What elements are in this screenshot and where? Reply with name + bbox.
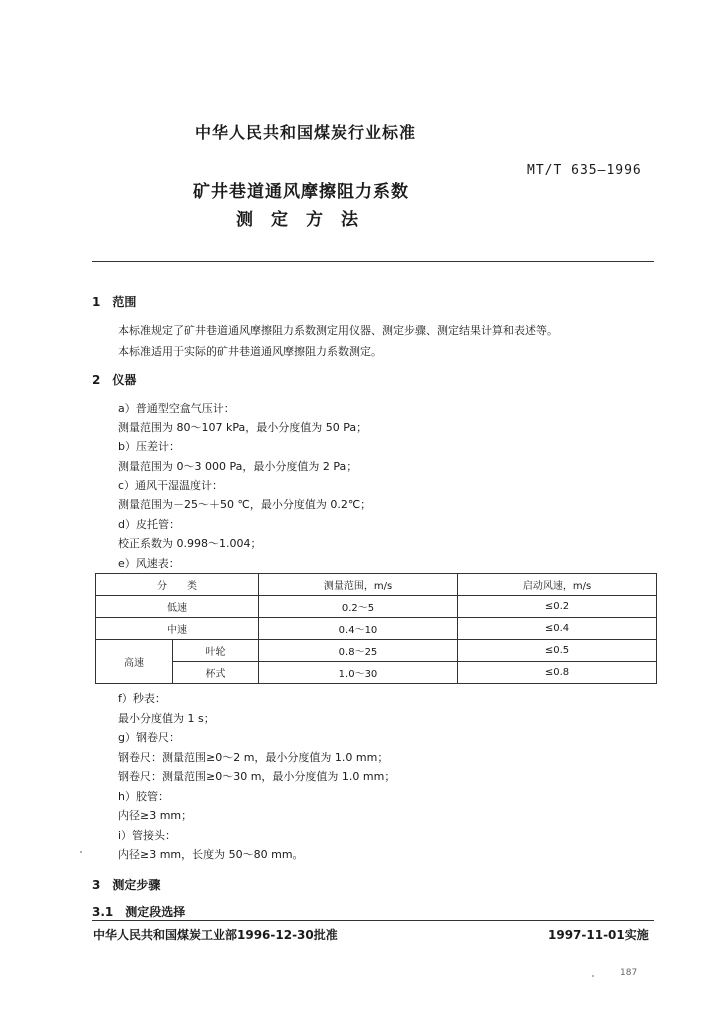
document-title-line1: 矿井巷道通风摩擦阻力系数 xyxy=(193,182,409,202)
table-cell: 0.2～5 xyxy=(259,596,458,618)
section3-subheading: 3.1 测定段选择 xyxy=(92,905,186,919)
table-row xyxy=(96,662,657,684)
table-header-cell: 分 类 xyxy=(96,574,259,596)
document-title-line2: 测定方法 xyxy=(236,210,376,230)
instrument-line: c）通风干湿温度计： xyxy=(118,479,224,492)
instrument-line: 内径≥3 mm，长度为 50～80 mm。 xyxy=(118,848,304,861)
scan-speck xyxy=(592,975,594,977)
section1-heading: 1 范围 xyxy=(92,295,137,309)
instrument-line: b）压差计： xyxy=(118,440,180,453)
section1-paragraph: 本标准适用于实际的矿井巷道通风摩擦阻力系数测定。 xyxy=(118,345,382,358)
approval-date: 中华人民共和国煤炭工业部1996-12-30批准 xyxy=(93,928,338,942)
instrument-line: 测量范围为－25～＋50 ℃，最小分度值为 0.2℃； xyxy=(118,498,372,511)
table-cell: ≤0.4 xyxy=(458,618,657,640)
instrument-line: 校正系数为 0.998～1.004； xyxy=(118,537,262,550)
table-cell: ≤0.5 xyxy=(458,640,657,662)
standard-code: MT/T 635—1996 xyxy=(527,163,642,178)
table-cell: 叶轮 xyxy=(173,640,259,662)
instrument-line: 内径≥3 mm； xyxy=(118,809,193,822)
table-row xyxy=(96,640,657,662)
scan-speck xyxy=(80,851,82,853)
instrument-line: 测量范围为 80～107 kPa，最小分度值为 50 Pa； xyxy=(118,421,368,434)
instrument-line: g）钢卷尺： xyxy=(118,731,180,744)
table-cell: 杯式 xyxy=(173,662,259,684)
table-row xyxy=(96,596,657,618)
section2-heading: 2 仪器 xyxy=(92,373,137,387)
table-row xyxy=(96,618,657,640)
table-header-cell: 测量范围，m/s xyxy=(259,574,458,596)
instrument-line: d）皮托管： xyxy=(118,518,180,531)
page-number: 187 xyxy=(620,968,638,978)
table-cell: 高速 xyxy=(96,640,173,684)
instrument-line: 测量范围为 0～3 000 Pa，最小分度值为 2 Pa； xyxy=(118,460,358,473)
section1-paragraph: 本标准规定了矿井巷道通风摩擦阻力系数测定用仪器、测定步骤、测定结果计算和表述等。 xyxy=(118,324,558,337)
instrument-line: 钢卷尺：测量范围≥0～2 m，最小分度值为 1.0 mm； xyxy=(118,751,389,764)
table-header-row xyxy=(96,574,657,596)
table-cell: 中速 xyxy=(96,618,259,640)
table-cell: 低速 xyxy=(96,596,259,618)
table-cell: ≤0.8 xyxy=(458,662,657,684)
section3-heading: 3 测定步骤 xyxy=(92,878,161,892)
instrument-line: h）胶管： xyxy=(118,790,169,803)
footer-divider xyxy=(92,920,654,921)
instrument-line: 钢卷尺：测量范围≥0～30 m，最小分度值为 1.0 mm； xyxy=(118,770,396,783)
instrument-line: a）普通型空盒气压计： xyxy=(118,402,235,415)
table-cell: 1.0～30 xyxy=(259,662,458,684)
table-header-cell: 启动风速，m/s xyxy=(458,574,657,596)
anemometer-spec-table xyxy=(95,573,657,684)
table-cell: 0.8～25 xyxy=(259,640,458,662)
table-cell: ≤0.2 xyxy=(458,596,657,618)
instrument-line: 最小分度值为 1 s； xyxy=(118,712,215,725)
issuing-body-title: 中华人民共和国煤炭行业标准 xyxy=(195,123,417,142)
instrument-line: e）风速表： xyxy=(118,557,180,570)
effective-date: 1997-11-01实施 xyxy=(548,928,649,942)
table-cell: 0.4～10 xyxy=(259,618,458,640)
instrument-line: f）秒表： xyxy=(118,692,166,705)
header-divider xyxy=(92,261,654,262)
instrument-line: i）管接头： xyxy=(118,829,177,842)
